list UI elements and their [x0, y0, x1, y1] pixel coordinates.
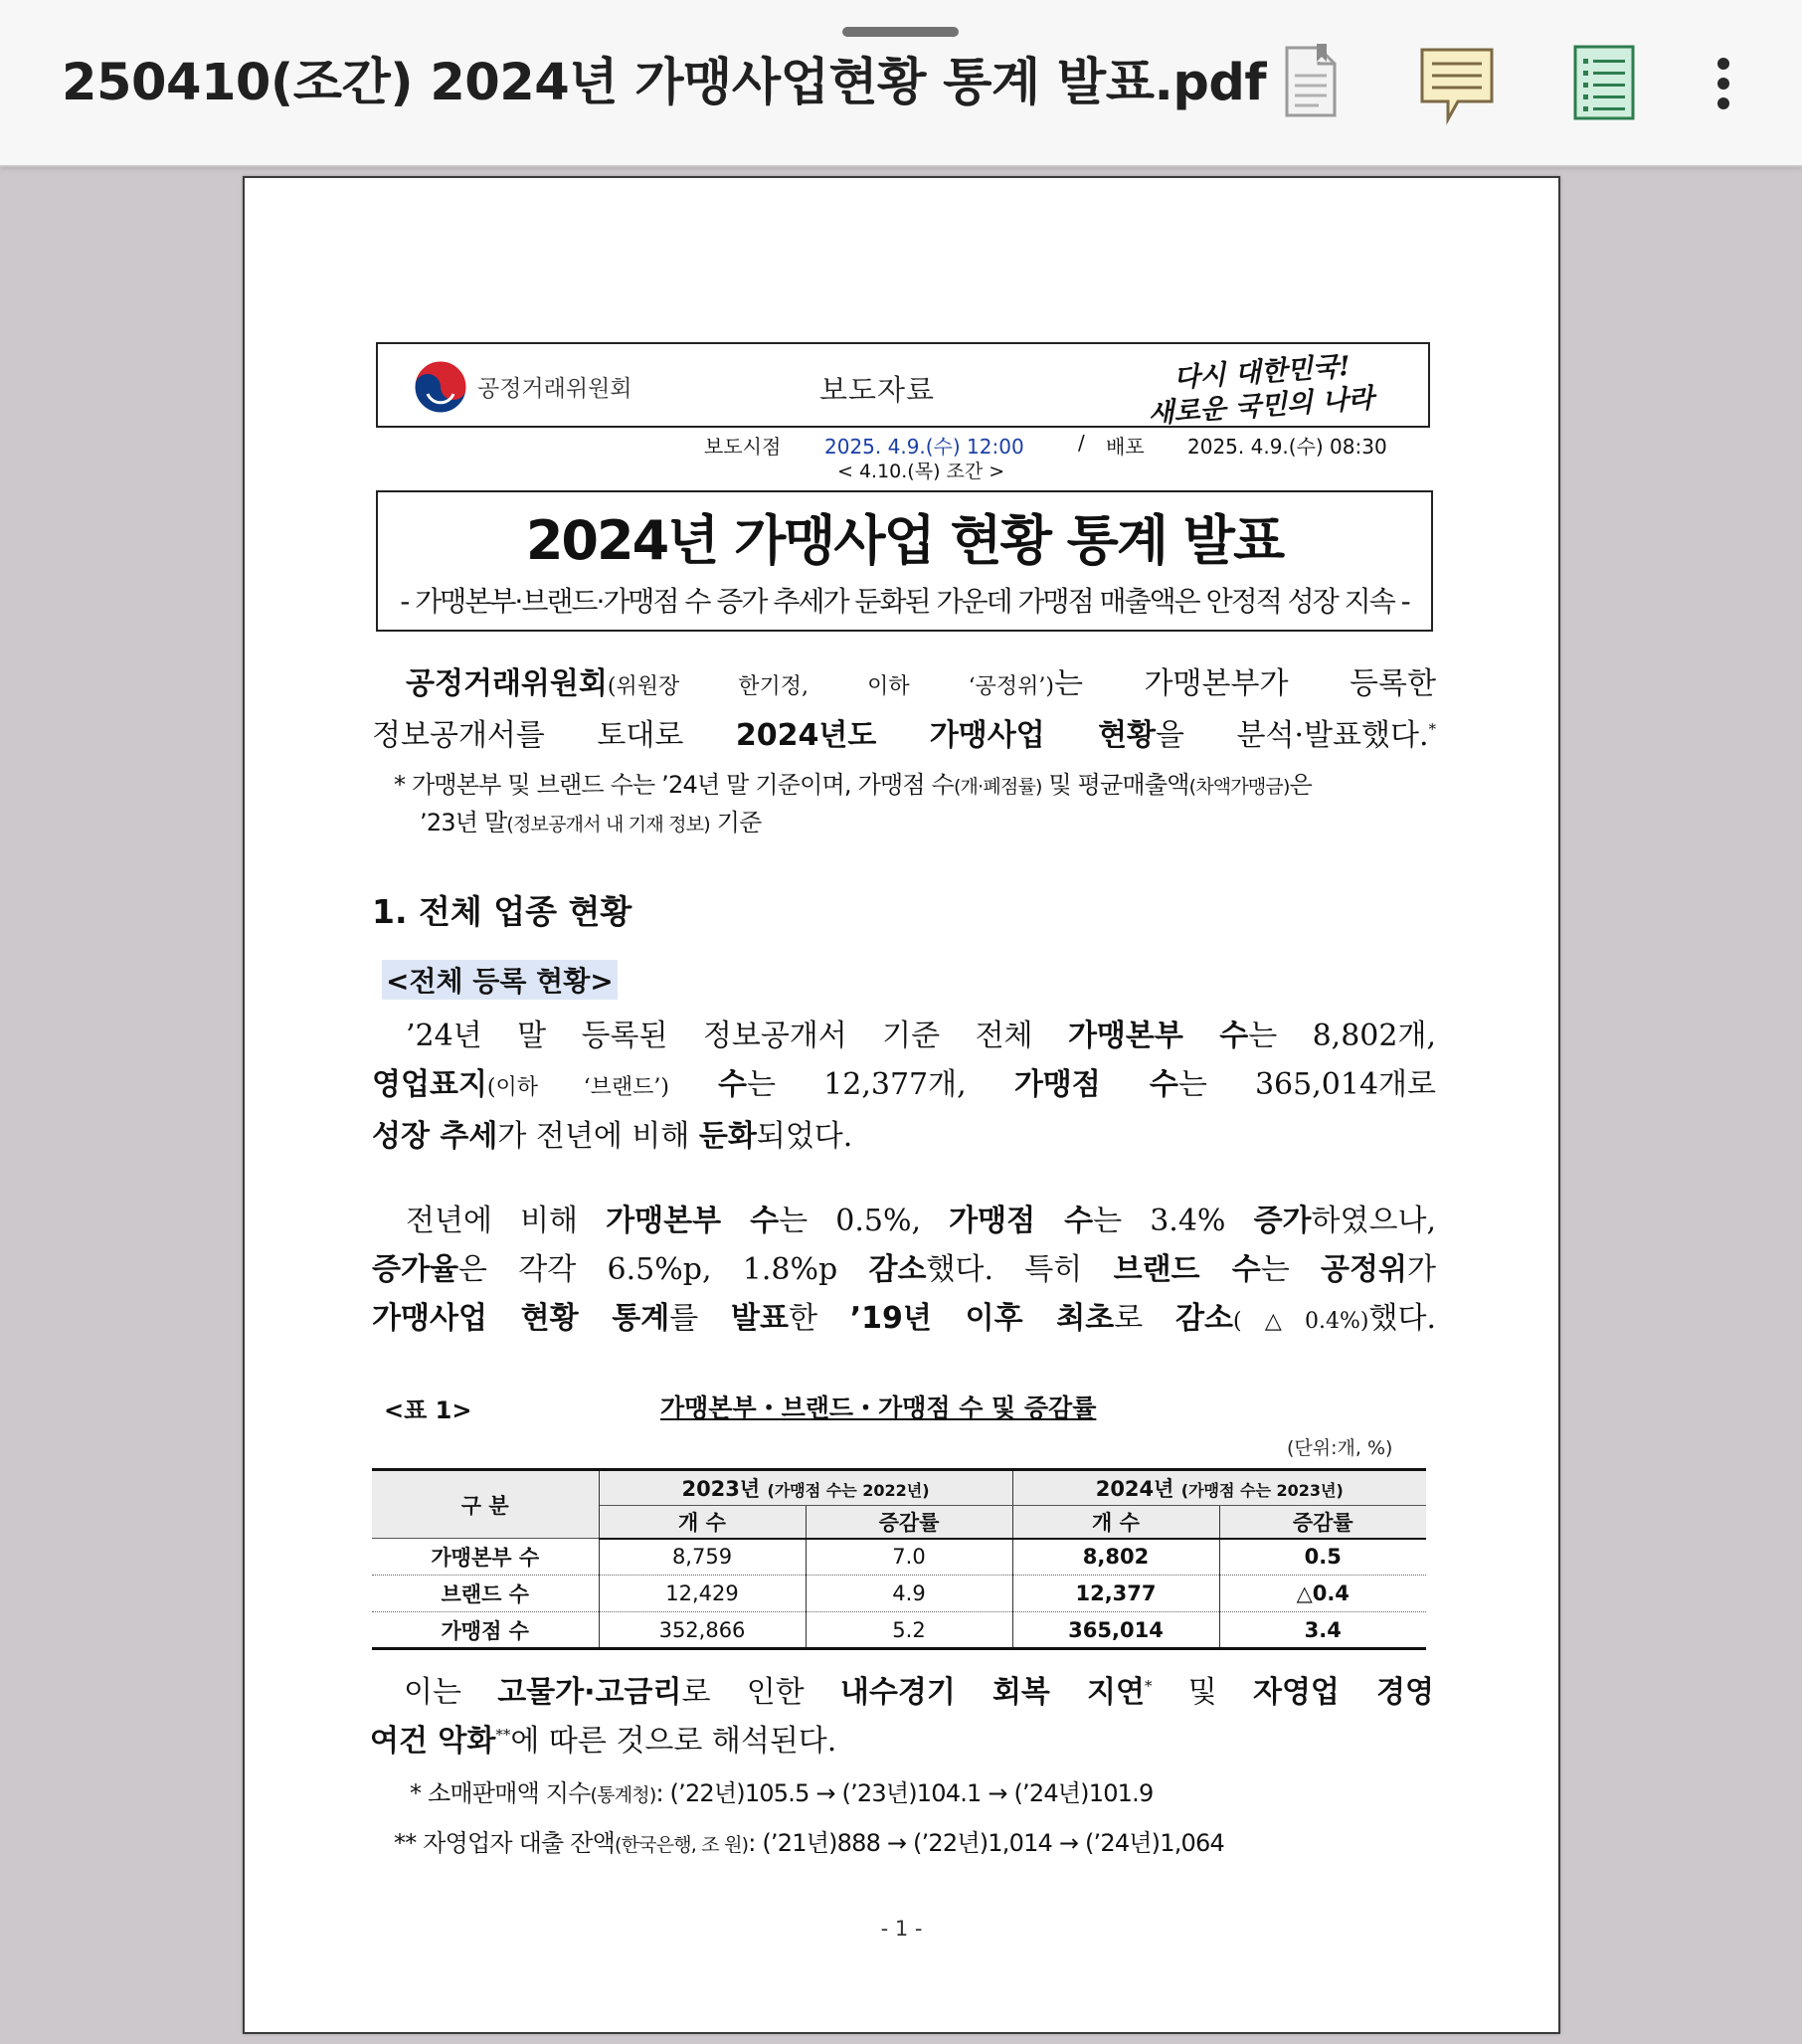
- document-title: 250410(조간) 2024년 가맹사업현황 통계 발표.pdf: [62, 54, 1267, 112]
- distribute-time: 2025. 4.9.(수) 08:30: [1187, 435, 1387, 459]
- release-label: 보도시점: [704, 435, 782, 459]
- more-vert-icon[interactable]: [1707, 56, 1740, 111]
- table-label: <표 1>: [384, 1396, 472, 1424]
- franchise-stats-table: [372, 1468, 1426, 1650]
- paragraph-registration: ’24년 말 등록된 정보공개서 기준 전체 가맹본부 수는 8,802개, 영업표지(이하 ‘브랜드’) 수는 12,377개, 가맹점 수는 365,014개로 성장 추세가 전년에 비해 둔화되었다.: [372, 1019, 1436, 1154]
- comment-icon[interactable]: [1418, 44, 1496, 125]
- header-count-2023: 개 수: [599, 1506, 806, 1539]
- footnote-retail-index: * 소매판매액 지수(통계청): (’22년)105.5 → (’23년)104.1 → (’24년)101.9: [410, 1779, 1154, 1807]
- intro-footnote-line2: ’23년 말(정보공개서 내 기재 정보) 기준: [420, 809, 762, 836]
- release-separator: /: [1078, 431, 1085, 455]
- release-time: 2025. 4.9.(수) 12:00: [824, 435, 1024, 459]
- page-number: - 1 -: [880, 1917, 923, 1941]
- intro-paragraph: 공정거래위원회(위원장 한기정, 이하 ‘공정위’)는 가맹본부가 등록한 정보공개서를 토대로 2024년도 가맹사업 현황을 분석·발표했다.*: [372, 666, 1436, 753]
- government-emblem-icon: [414, 360, 467, 414]
- subsection-title: <전체 등록 현황>: [382, 960, 618, 1000]
- title-box: [376, 490, 1433, 632]
- pdf-page[interactable]: [243, 176, 1560, 2034]
- press-release-label: 보도자료: [819, 373, 936, 407]
- header-rate-2023: 증감률: [806, 1506, 1012, 1539]
- section-title: 1. 전체 업종 현황: [372, 892, 632, 931]
- header-2023: 2023년 (가맹점 수는 2022년): [599, 1470, 1012, 1506]
- distribute-label: 배포: [1106, 435, 1145, 459]
- release-sub: < 4.10.(목) 조간 >: [837, 461, 1005, 482]
- table-unit: (단위:개, %): [1287, 1437, 1393, 1459]
- table-row: 가맹본부 수 8,759 7.0 8,802 0.5: [372, 1539, 1426, 1576]
- slogan-logo: 다시 대한민국! 새로운 국민의 나라: [1147, 350, 1375, 430]
- drag-handle[interactable]: [842, 27, 959, 37]
- intro-footnote-line1: * 가맹본부 및 브랜드 수는 ’24년 말 기준이며, 가맹점 수(개·폐점률) 및 평균매출액(차액가맹금)은: [394, 771, 1312, 799]
- table-row: 브랜드 수 12,429 4.9 12,377 △0.4: [372, 1576, 1426, 1612]
- sub-title: - 가맹본부·브랜드·가맹점 수 증가 추세가 둔화된 가운데 가맹점 매출액은 안정적 성장 지속 -: [400, 585, 1409, 618]
- paragraph-growth: 전년에 비해 가맹본부 수는 0.5%, 가맹점 수는 3.4% 증가하였으나, 증가율은 각각 6.5%p, 1.8%p 감소했다. 특히 브랜드 수는 공정위가 가맹사업 현황 통계를 발표한 ’19년 이후 최초로 감소(△0.4%)했다.: [372, 1204, 1436, 1336]
- org-name: 공정거래위원회: [477, 376, 632, 402]
- table-row: 가맹점 수 352,866 5.2 365,014 3.4: [372, 1612, 1426, 1649]
- header-count-2024: 개 수: [1012, 1506, 1219, 1539]
- header-2024: 2024년 (가맹점 수는 2023년): [1012, 1470, 1426, 1506]
- table-title: 가맹본부・브랜드・가맹점 수 및 증감률: [660, 1394, 1097, 1422]
- footnote-loan-balance: ** 자영업자 대출 잔액(한국은행, 조 원): (’21년)888 → (’22년)1,014 → (’24년)1,064: [394, 1829, 1224, 1857]
- table-header-row: [372, 1470, 1426, 1506]
- header-rate-2024: 증감률: [1219, 1506, 1426, 1539]
- document-icon[interactable]: [1281, 44, 1341, 119]
- header-gubun: 구 분: [372, 1470, 599, 1539]
- press-release-header: [376, 342, 1430, 428]
- main-title: 2024년 가맹사업 현황 통계 발표: [525, 509, 1284, 572]
- outline-list-icon[interactable]: [1572, 44, 1636, 121]
- app-bar: [0, 0, 1802, 167]
- paragraph-economy: 이는 고물가·고금리로 인한 내수경기 회복 지연* 및 자영업 경영 여건 악화**에 따른 것으로 해석된다.: [370, 1675, 1435, 1759]
